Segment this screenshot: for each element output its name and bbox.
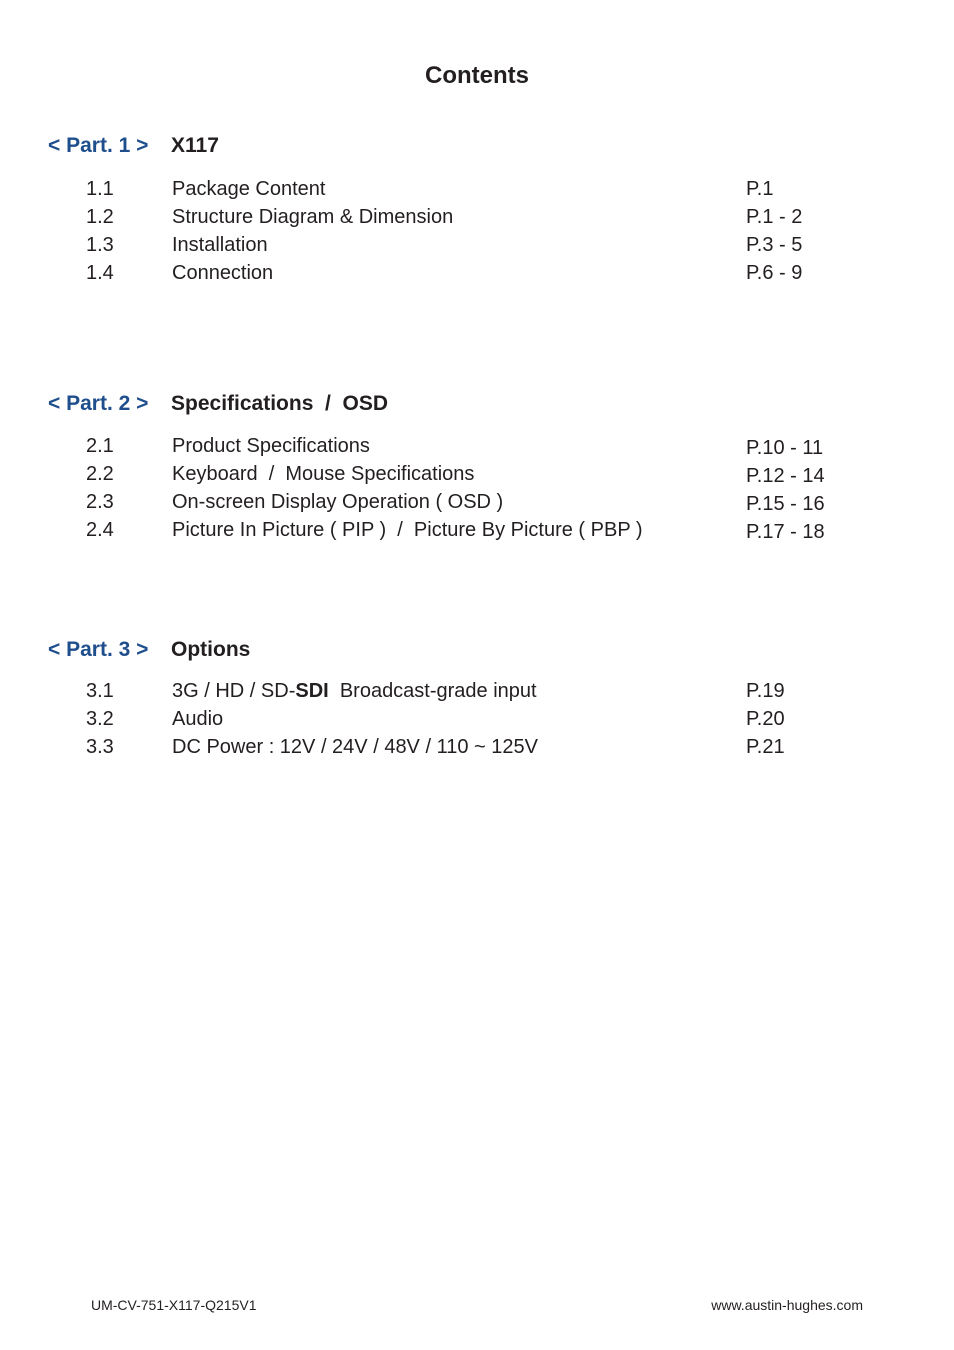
toc-entry[interactable] — [0, 677, 954, 705]
part-3-label: < Part. 3 > — [48, 638, 149, 661]
entry-title: Installation — [172, 234, 268, 256]
toc-entry[interactable] — [0, 231, 954, 259]
part-2-name: Specifications / OSD — [171, 392, 389, 415]
entry-title: Picture In Picture ( PIP ) / Picture By Picture ( PBP ) — [172, 519, 643, 541]
entry-title: Structure Diagram & Dimension — [172, 206, 454, 228]
part-2-header — [48, 392, 388, 416]
toc-entry[interactable] — [0, 259, 954, 287]
entry-title: Audio — [172, 708, 224, 730]
entry-number: 2.4 — [86, 519, 114, 541]
entry-page: P.3 - 5 — [746, 234, 803, 256]
part-1-label: < Part. 1 > — [48, 134, 149, 157]
part-2-label: < Part. 2 > — [48, 392, 149, 415]
entry-page: P.19 — [746, 680, 785, 702]
toc-entry[interactable] — [0, 175, 954, 203]
part-1-name: X117 — [171, 134, 219, 157]
entry-title: Package Content — [172, 178, 326, 200]
entry-number: 2.1 — [86, 435, 114, 457]
entry-page: P.6 - 9 — [746, 262, 803, 284]
entry-number: 1.4 — [86, 262, 114, 284]
toc-entry[interactable] — [0, 705, 954, 733]
footer-doc-code: UM-CV-751-X117-Q215V1 — [91, 1297, 257, 1313]
entry-page: P.15 - 16 — [746, 493, 825, 515]
entry-page: P.12 - 14 — [746, 465, 825, 487]
entry-title: Product Specifications — [172, 435, 370, 457]
toc-entry[interactable] — [0, 488, 954, 516]
entry-number: 2.2 — [86, 463, 114, 485]
entry-title: DC Power : 12V / 24V / 48V / 110 ~ 125V — [172, 736, 538, 758]
entry-page: P.1 - 2 — [746, 206, 803, 228]
entry-title-bold: SDI — [295, 680, 329, 702]
entry-title: On-screen Display Operation ( OSD ) — [172, 491, 504, 513]
part-3-header — [48, 638, 250, 662]
part-1-header — [48, 134, 219, 158]
toc-entry[interactable] — [0, 203, 954, 231]
part-3-name: Options — [171, 638, 251, 661]
entry-title — [172, 677, 537, 705]
entry-number: 1.3 — [86, 234, 114, 256]
toc-entry[interactable] — [0, 460, 954, 488]
entry-number: 1.1 — [86, 178, 114, 200]
entry-number: 1.2 — [86, 206, 114, 228]
entry-page: P.10 - 11 — [746, 437, 824, 459]
toc-entry[interactable] — [0, 432, 954, 460]
entry-title: Connection — [172, 262, 274, 284]
entry-number: 2.3 — [86, 491, 114, 513]
toc-entry[interactable] — [0, 733, 954, 761]
entry-page: P.20 — [746, 708, 785, 730]
entry-title-suffix: Broadcast-grade input — [328, 680, 537, 702]
page-title: Contents — [425, 62, 529, 89]
footer-website-link[interactable]: www.austin-hughes.com — [711, 1297, 863, 1313]
entry-page: P.17 - 18 — [746, 521, 825, 543]
entry-page: P.1 — [746, 178, 774, 200]
entry-title-prefix: 3G / HD / SD- — [172, 680, 296, 702]
toc-entry[interactable] — [0, 516, 954, 544]
entry-number: 3.2 — [86, 708, 114, 730]
entry-title: Keyboard / Mouse Specifications — [172, 463, 475, 485]
entry-number: 3.3 — [86, 736, 114, 758]
entry-page: P.21 — [746, 736, 785, 758]
entry-number: 3.1 — [86, 680, 114, 702]
